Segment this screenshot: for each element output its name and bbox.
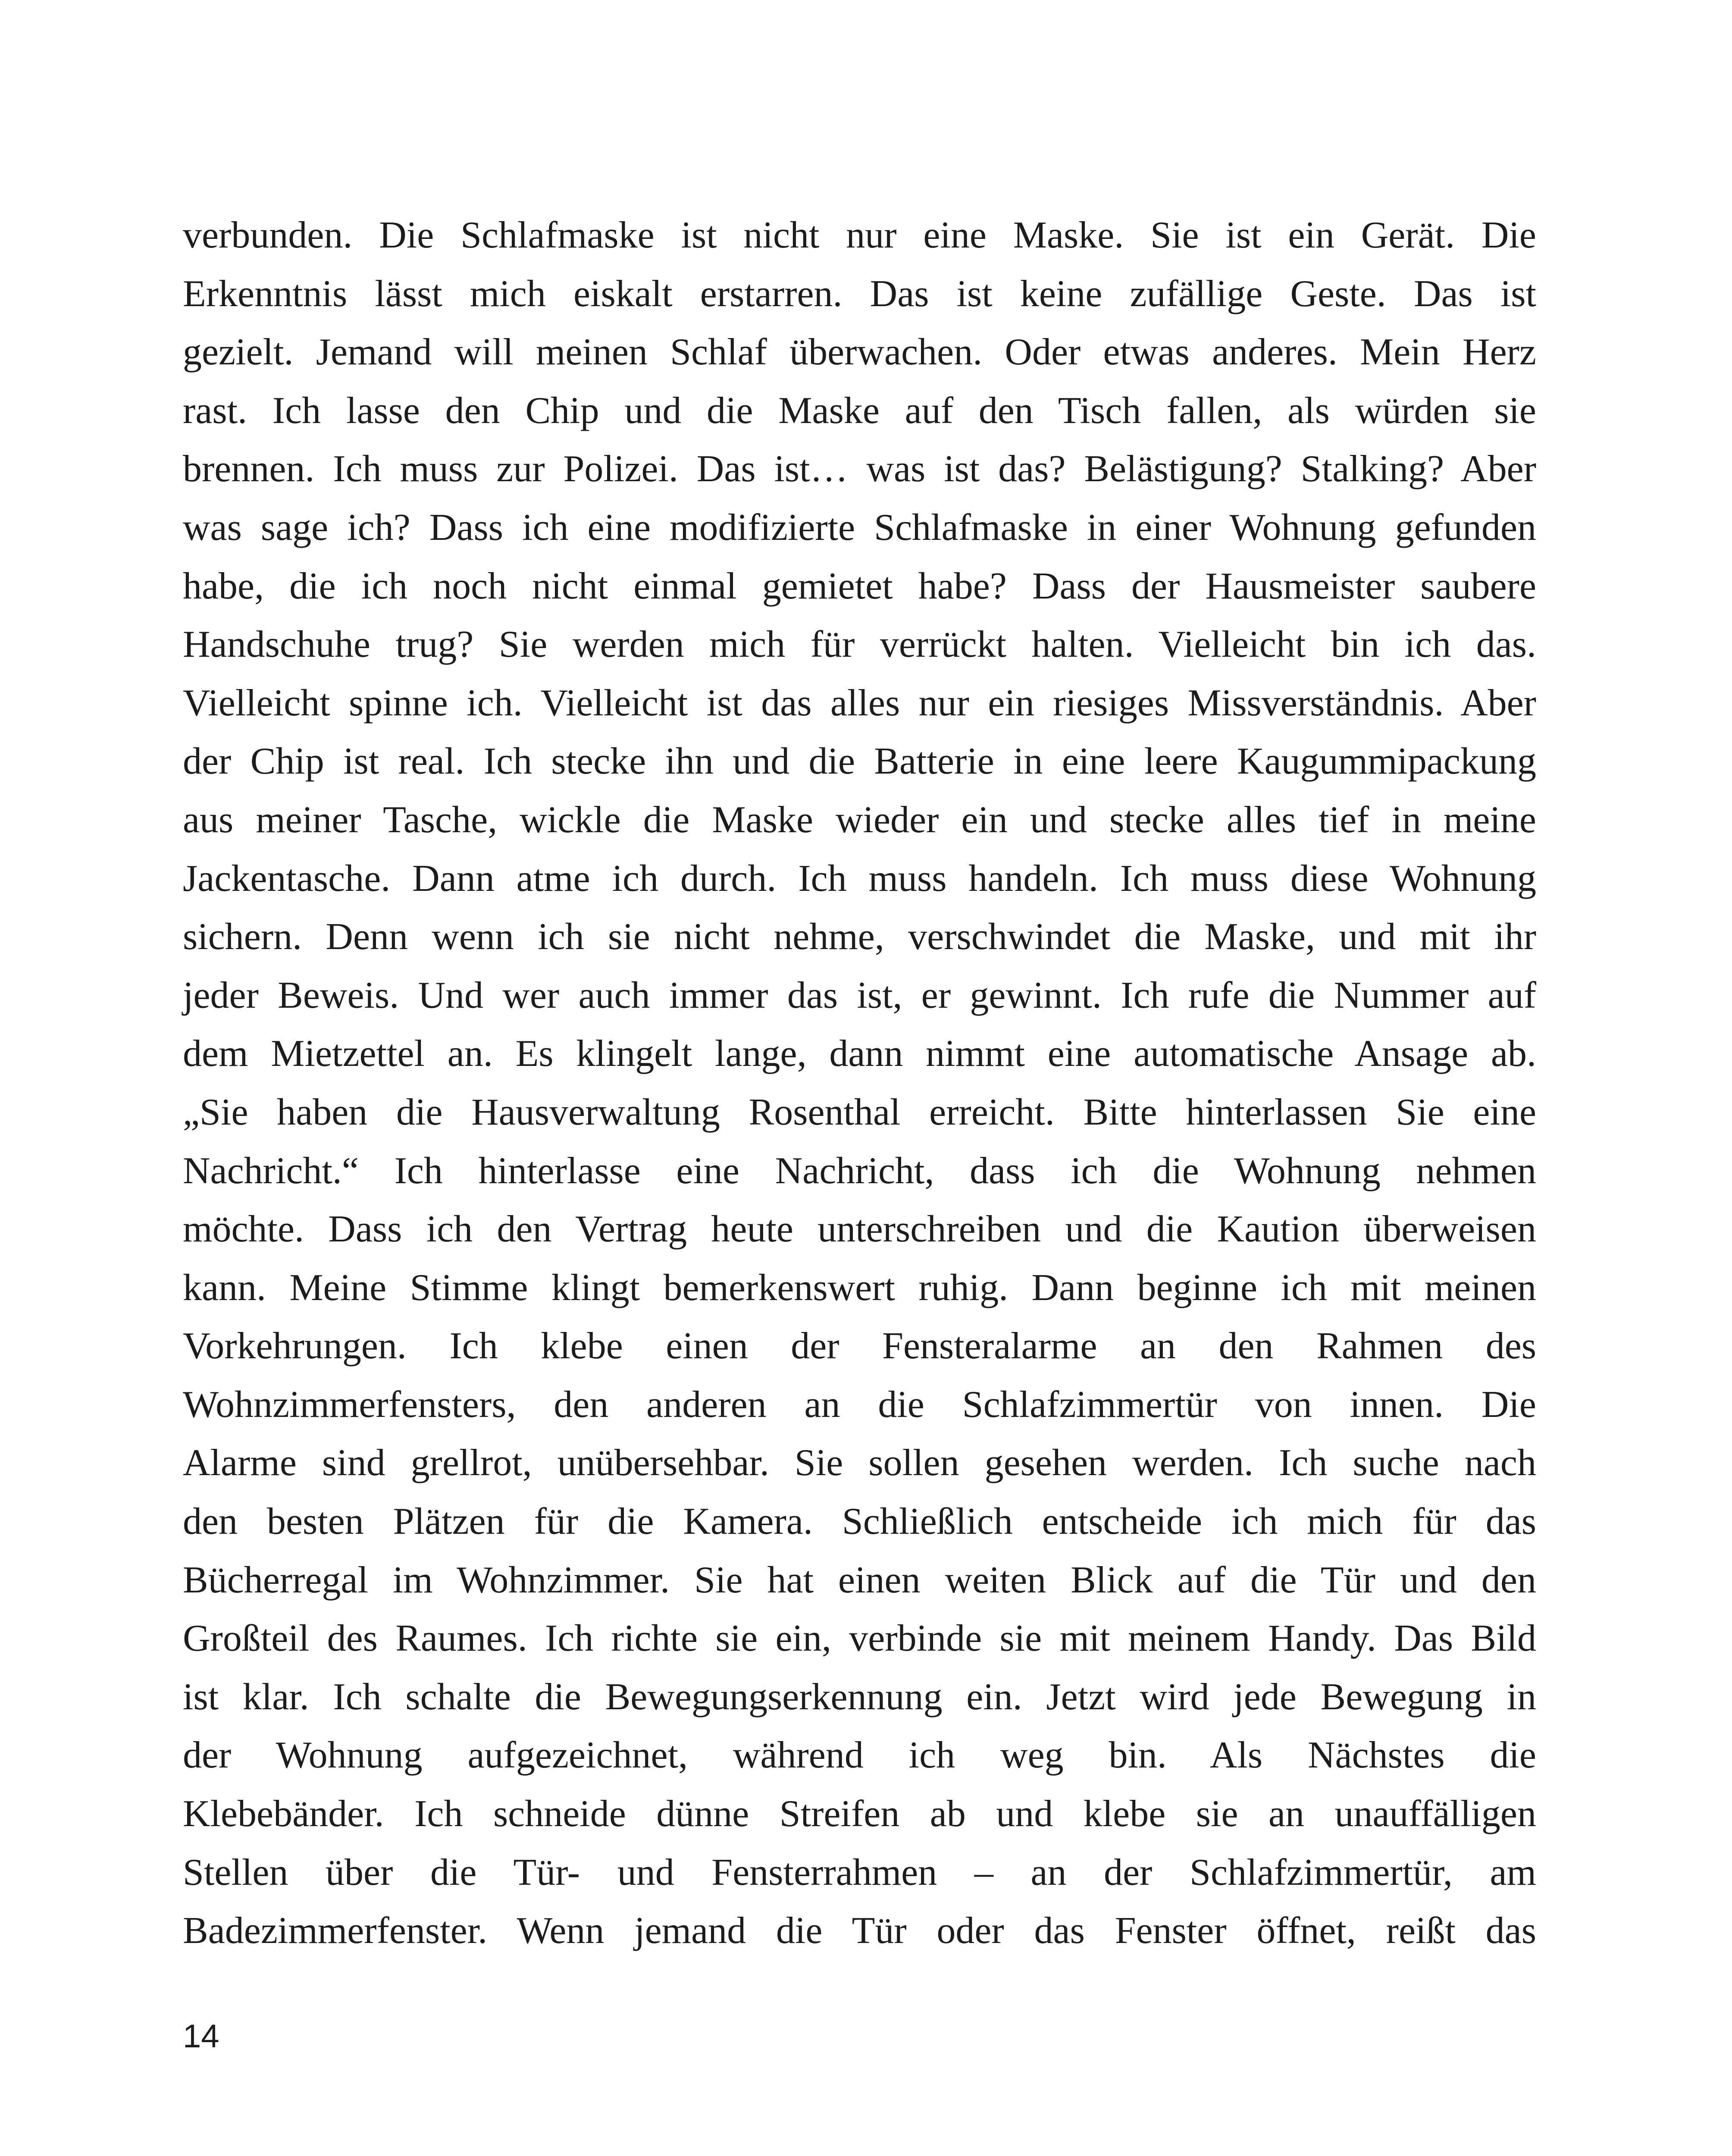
text-line: verbunden. Die Schlafmaske ist nicht nur eine Maske. Sie ist ein Gerät. Die — [183, 214, 1536, 256]
text-line: Stellen über die Tür- und Fensterrahmen – an der Schlafzimmertür, am — [183, 1851, 1536, 1893]
text-line: Handschuhe trug? Sie werden mich für verrückt halten. Vielleicht bin ich das. — [183, 624, 1536, 666]
text-line: Großteil des Raumes. Ich richte sie ein, verbinde sie mit meinem Handy. Das Bild — [183, 1617, 1536, 1660]
text-line: jeder Beweis. Und wer auch immer das ist, er gewinnt. Ich rufe die Nummer auf — [183, 974, 1536, 1016]
text-line: der Chip ist real. Ich stecke ihn und die Batterie in eine leere Kaugummipackung — [183, 740, 1536, 783]
body-text — [183, 206, 1536, 1960]
text-line: Jackentasche. Dann atme ich durch. Ich muss handeln. Ich muss diese Wohnung — [183, 857, 1536, 899]
text-line: habe, die ich noch nicht einmal gemietet habe? Dass der Hausmeister saubere — [183, 565, 1536, 607]
text-line: Vorkehrungen. Ich klebe einen der Fensteralarme an den Rahmen des — [183, 1325, 1536, 1367]
text-line: Badezimmerfenster. Wenn jemand die Tür oder das Fenster öffnet, reißt das — [183, 1910, 1536, 1952]
page-number: 14 — [183, 2018, 219, 2055]
text-line: Alarme sind grellrot, unübersehbar. Sie sollen gesehen werden. Ich suche nach — [183, 1442, 1536, 1484]
text-line: was sage ich? Dass ich eine modifizierte Schlafmaske in einer Wohnung gefunden — [183, 506, 1536, 548]
text-line: ist klar. Ich schalte die Bewegungserkennung ein. Jetzt wird jede Bewegung in — [183, 1676, 1536, 1718]
text-line: Nachricht.“ Ich hinterlasse eine Nachricht, dass ich die Wohnung nehmen — [183, 1150, 1536, 1192]
text-line: den besten Plätzen für die Kamera. Schließlich entscheide ich mich für das — [183, 1501, 1536, 1543]
text-line: Erkenntnis lässt mich eiskalt erstarren. Das ist keine zufällige Geste. Das ist — [183, 273, 1536, 315]
text-line: dem Mietzettel an. Es klingelt lange, dann nimmt eine automatische Ansage ab. — [183, 1033, 1536, 1075]
text-line: der Wohnung aufgezeichnet, während ich weg bin. Als Nächstes die — [183, 1734, 1536, 1777]
text-line: gezielt. Jemand will meinen Schlaf überwachen. Oder etwas anderes. Mein Herz — [183, 331, 1536, 373]
text-line: „Sie haben die Hausverwaltung Rosenthal erreicht. Bitte hinterlassen Sie eine — [183, 1091, 1536, 1133]
text-line: Klebebänder. Ich schneide dünne Streifen ab und klebe sie an unauffälligen — [183, 1793, 1536, 1835]
text-line: sichern. Denn wenn ich sie nicht nehme, verschwindet die Maske, und mit ihr — [183, 916, 1536, 958]
text-line: brennen. Ich muss zur Polizei. Das ist… was ist das? Belästigung? Stalking? Aber — [183, 448, 1536, 490]
text-line: aus meiner Tasche, wickle die Maske wieder ein und stecke alles tief in meine — [183, 799, 1536, 841]
text-line: Bücherregal im Wohnzimmer. Sie hat einen weiten Blick auf die Tür und den — [183, 1559, 1536, 1601]
text-line: Wohnzimmerfensters, den anderen an die Schlafzimmertür von innen. Die — [183, 1383, 1536, 1426]
text-line: möchte. Dass ich den Vertrag heute unterschreiben und die Kaution überweisen — [183, 1208, 1536, 1250]
text-line: kann. Meine Stimme klingt bemerkenswert ruhig. Dann beginne ich mit meinen — [183, 1266, 1536, 1309]
text-line: rast. Ich lasse den Chip und die Maske auf den Tisch fallen, als würden sie — [183, 389, 1536, 432]
text-line: Vielleicht spinne ich. Vielleicht ist das alles nur ein riesiges Missverständnis. Aber — [183, 682, 1536, 724]
